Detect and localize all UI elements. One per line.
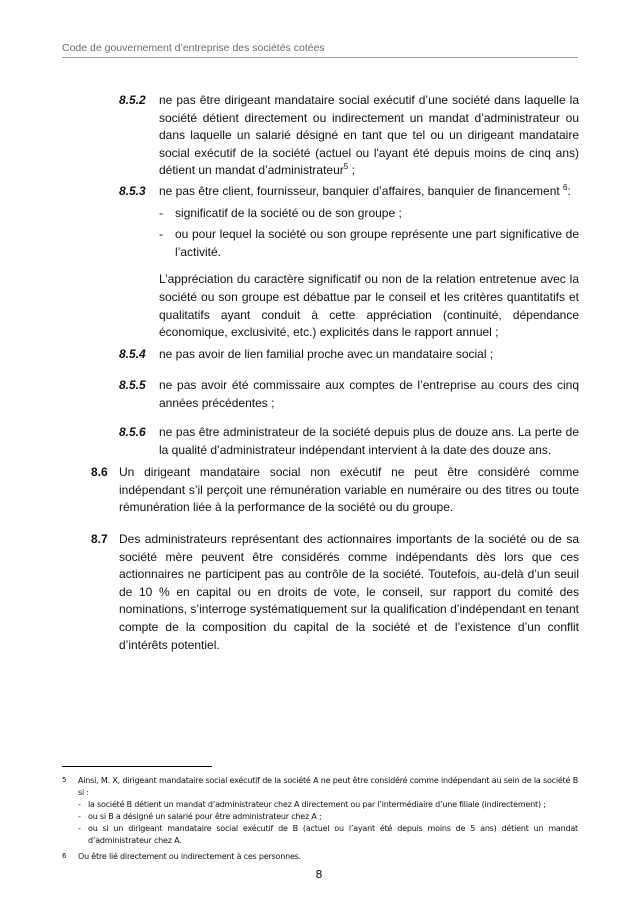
section-8-5-5 xyxy=(119,377,579,412)
section-text: Des administrateurs représentant des actionnaires importants de la société ou de sa société mère peuvent être considérés comme indépendants dès lors que ces actionnaires ne participent pas au contrôle de la société. Toutefois, au-delà d’un seuil de 10 % en capital ou en droits de vote, le conseil, sur rapport du comité des nominations, s’interroge systématiquement sur la qualification d’indépendant en tenant compte de la composition du capital de la société et de l’existence d’un conflit d’intérêts potentiel. xyxy=(119,532,579,652)
footnote-text: Ou être lié directement ou indirectement à ces personnes. xyxy=(78,852,301,861)
footnote-text: Ainsi, M. X, dirigeant mandataire social exécutif de la société A ne peut être considéré comme indépendant au sein de la société B si : - la société B détient un mandat d’administrateur chez A directement ou par l’intermédiaire d’une filiale (indirectement) ; - ou si B a désigné un salarié pour être administrateur chez A ; - ou si un dirigeant mandataire social exécutif de B (actuel ou l’ayant été depuis moins de 5 ans) détient un mandat d’administrateur chez A. xyxy=(78,776,578,845)
paragraph: L’appréciation du caractère significatif ou non de la relation entretenue avec la société ou son groupe est débattue par le conseil et les critères quantitatifs et qualitatifs ayant conduit à cette appréciation (continuité, dépendance économique, exclusivité, etc.) explicités dans le rapport annuel ; xyxy=(159,272,579,340)
section-number: 8.6 xyxy=(91,465,108,479)
footnote-number: 5 xyxy=(62,776,67,784)
footnote-number: 6 xyxy=(62,852,67,860)
footnote-rule xyxy=(62,766,212,767)
section-number: 8.7 xyxy=(91,532,108,546)
section-8-5-2 xyxy=(119,92,579,180)
footnote-item: - ou si un dirigeant mandataire social exécutif de B (actuel ou l’ayant été depuis moins de 5 ans) détient un mandat d’administrateur chez A. xyxy=(78,824,578,845)
section-number: 8.5.4 xyxy=(119,347,146,361)
page-number: 8 xyxy=(315,868,323,881)
section-text: Un dirigeant mandataire social non exécutif ne peut être considéré comme indépendant s’il perçoit une rémunération variable en numéraire ou des titres ou toute rémunération liée à la performance de la société ou du groupe. xyxy=(119,465,579,515)
section-number: 8.5.3 xyxy=(119,184,146,198)
section-8-6 xyxy=(91,464,579,517)
section-text: ne pas avoir de lien familial proche avec un mandataire social ; xyxy=(159,347,494,361)
section-text: ne pas être administrateur de la société depuis plus de douze ans. La perte de la qualité d’administrateur indépendant intervient à la date des douze ans. xyxy=(159,425,579,457)
list-item: - significatif de la société ou de son groupe ; xyxy=(159,205,402,220)
section-text: ne pas être client, fournisseur, banquier d’affaires, banquier de financement $^6$: - significatif de la société ou de son groupe ; - ou pour lequel la société ou son groupe représente une part significative de l’activité. L’appréciation du caractère significatif ou non de la relation entretenue avec la société ou son groupe est débattue par le conseil et les critères quantitatifs et qualitatifs ayant conduit à cette appréciation (continuité, dépendance économique, exclusivité, etc.) explicités dans le rapport annuel ; xyxy=(159,183,579,342)
section-8-5-3 xyxy=(119,183,579,342)
footnote-ref-6[interactable]: 6 xyxy=(563,183,568,192)
footnote-item: - la société B détient un mandat d’administrateur chez A directement ou par l’intermédiaire d’une filiale (indirectement) ; xyxy=(78,800,546,809)
section-number: 8.5.6 xyxy=(119,425,146,439)
section-number: 8.5.5 xyxy=(119,378,146,392)
section-text: ne pas être dirigeant mandataire social exécutif d’une société dans laquelle la société détient directement ou indirectement un mandat d’administrateur ou dans laquelle un salarié désigné en tant que tel ou un dirigeant mandataire social exécutif de la société (actuel ou l'ayant été depuis moins de cinq ans) détient un mandat d’administrateur$^5$ ; xyxy=(159,93,579,178)
section-text: ne pas avoir été commissaire aux comptes de l’entreprise au cours des cinq années précédentes ; xyxy=(159,378,579,410)
header-rule xyxy=(62,57,578,58)
footnote-ref-5[interactable]: 5 xyxy=(343,162,349,172)
running-header: Code de gouvernement d’entreprise des sociétés cotées xyxy=(62,42,325,54)
footnote-6 xyxy=(62,851,578,863)
footnote-item: - ou si B a désigné un salarié pour être administrateur chez A ; xyxy=(78,812,322,821)
list-item: - ou pour lequel la société ou son groupe représente une part significative de l’activité. xyxy=(159,227,579,259)
section-8-7 xyxy=(91,531,579,654)
section-8-5-6 xyxy=(119,424,579,459)
footnote-5 xyxy=(62,775,578,847)
section-number: 8.5.2 xyxy=(119,93,146,107)
section-8-5-4 xyxy=(119,346,579,364)
